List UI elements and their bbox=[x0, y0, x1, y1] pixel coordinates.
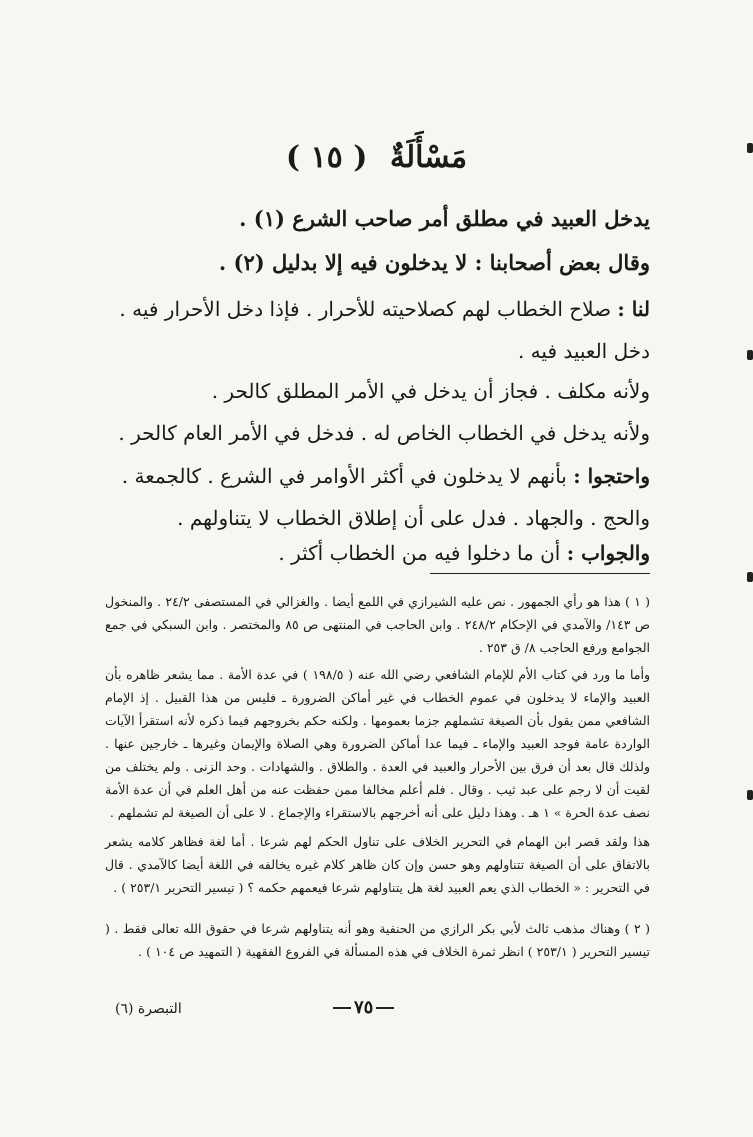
lead-ihtajju: واحتجوا : bbox=[573, 464, 650, 488]
footnote-1-note: هذا ولقد قصر ابن الهمام في التحرير الخلاف على تناول الحكم لهم شرعا . أما لغة فظاهر كلامه يشعر بالاتفاق على أن الصيغة تتناولهم وهو حسن وإن كان ظاهر كلام غيره يخالفه في اللغة أيضا كالآمدي . قال في التحرير : « الخطاب الذي يعم العبيد لغة هل يتناولهم شرعا فيعمهم حكمه ؟ ( تيسير التحرير ٢٥٣/١ ) . bbox=[105, 834, 650, 895]
line-2: وقال بعض أصحابنا : لا يدخلون فيه إلا بدليل (٢) . bbox=[218, 250, 650, 275]
page-number-value: ٧٥ bbox=[354, 997, 374, 1018]
footnote-separator bbox=[430, 573, 650, 574]
lead-lana: لنا : bbox=[617, 297, 650, 321]
heading-number: ( ١٥ ) bbox=[285, 140, 368, 175]
paragraph-2 bbox=[105, 455, 650, 539]
page-edge-mark bbox=[747, 572, 753, 582]
line-4: ولأنه يدخل في الخطاب الخاص له . فدخل في الأمر العام كالحر . bbox=[118, 421, 650, 445]
paragraph-1-text: صلاح الخطاب لهم كصلاحيته للأحرار . فإذا دخل الأحرار فيه . دخل العبيد فيه . bbox=[119, 297, 650, 363]
page-edge-mark bbox=[747, 350, 753, 360]
heading-word: مَسْأَلَةٌ bbox=[389, 140, 468, 175]
section-heading bbox=[0, 140, 753, 175]
page-number bbox=[330, 997, 397, 1018]
page-footer bbox=[0, 997, 753, 1027]
page-edge-mark bbox=[747, 790, 753, 800]
lead-jawab: والجواب : bbox=[566, 541, 650, 565]
line-1: يدخل العبيد في مطلق أمر صاحب الشرع (١) . bbox=[239, 206, 650, 231]
paragraph-3-text: أن ما دخلوا فيه من الخطاب أكثر . bbox=[278, 541, 561, 565]
footnote-1-continued: وأما ما ورد في كتاب الأم للإمام الشافعي رضي الله عنه ( ١٩٨/٥ ) في عدة الأمة . مما يشعر ظاهره بأن العبيد والإماء لا يدخلون في عموم الخطاب في غير أماكن الضرورة ـ فليس من هذا القبيل . إذ الإمام الشافعي ممن يقول بأن الصيغة تشملهم جزما بعمومها . ولكنه حكم بخروجهم فيما ذكره لأنه استقرأ الآيات الواردة عامة فوجد العبيد والإماء ـ فيما عدا أماكن الضرورة وهي الصلاة والإيمان وغيرها ـ خارجين عنها . ولذلك قال بعد أن فرق بين الأحرار والعبيد في العدة . والطلاق . والشهادات . وحد الزنى . ولم يختلف من لقيت أن لا رجم على عبد ثيب . وقال . فلم أعلم مخالفا ممن حفظت عنه من أهل العلم في أن عدة الأمة نصف عدة الحرة » ١ هـ . وهذا دليل على أنه أخرجهم بالاستقراء والإجماع . لا على أن الصيغة لم تشملهم . bbox=[105, 667, 651, 820]
footnote-2: ( ٢ ) وهناك مذهب ثالث لأبي بكر الرازي من الحنفية وهو أنه يتناولهم شرعا في حقوق الله تعالى فقط . ( تيسير التحرير ( ٢٥٣/١ ) انظر ثمرة الخلاف في هذه المسألة في الفروع الفقهية ( التمهيد ص ١٠٤ ) . bbox=[105, 921, 651, 959]
book-signature: التبصرة (٦) bbox=[115, 1001, 182, 1017]
line-3: ولأنه مكلف . فجاز أن يدخل في الأمر المطلق كالحر . bbox=[211, 379, 650, 403]
paragraph-1 bbox=[105, 288, 650, 372]
footnote-1: ( ١ ) هذا هو رأي الجمهور . نص عليه الشيرازي في اللمع أيضا . والغزالي في المستصفى ٢٤/٢ . والمنخول ص ١٤٣/ والآمدي في الإحكام ٢٤٨/٢ . وابن الحاجب في المنتهى ص ٨٥ والمختصر . وابن السبكي في جمع الجوامع ورفع الحاجب ٨/ ق ٢٥٣ . bbox=[105, 594, 650, 655]
paragraph-3 bbox=[105, 532, 650, 574]
paragraph-2-text: بأنهم لا يدخلون في أكثر الأوامر في الشرع . كالجمعة . والحج . والجهاد . فدل على أن إطلاق الخطاب لا يتناولهم . bbox=[121, 464, 650, 530]
